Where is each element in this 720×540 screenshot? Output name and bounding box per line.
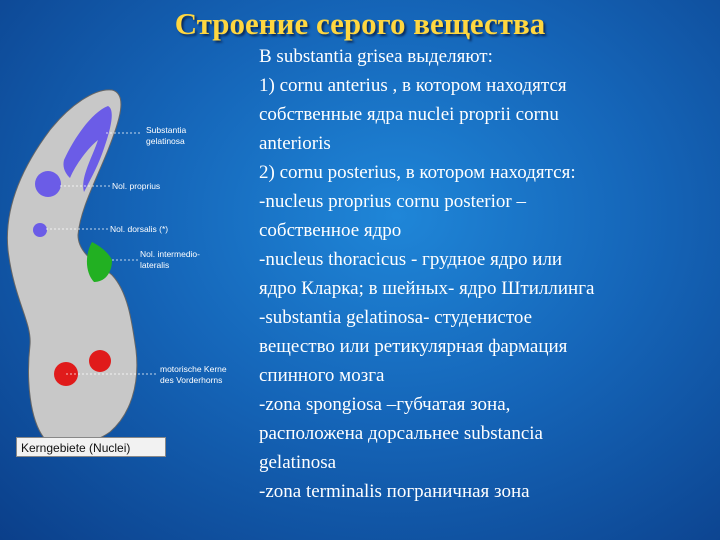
body-line: -substantia gelatinosa- студенистое xyxy=(259,307,533,328)
nucleus-proprius-shape xyxy=(35,171,61,197)
gray-matter-diagram xyxy=(0,60,260,540)
body-line: ядро Кларка; в шейных- ядро Штиллинга xyxy=(259,278,595,299)
label-gelatinosa: gelatinosa xyxy=(146,136,185,146)
label-substantia: Substantia xyxy=(146,125,187,135)
nucleus-dorsalis-shape xyxy=(33,223,47,237)
slide-body xyxy=(259,42,714,506)
body-line: anterioris xyxy=(259,133,331,154)
body-line: 1) cornu anterius , в котором находятся xyxy=(259,75,567,96)
label-motor-1: motorische Kerne xyxy=(160,364,227,374)
slide-title: Строение серого вещества xyxy=(174,6,546,41)
motor-nucleus-1 xyxy=(89,350,111,372)
body-line: собственное ядро xyxy=(259,220,402,241)
body-line: вещество или ретикулярная фармация xyxy=(259,336,568,357)
body-line: -nucleus proprius cornu posterior – xyxy=(259,191,526,212)
body-line: -zona terminalis пограничная зона xyxy=(259,481,530,502)
legend-box: Kerngebiete (Nuclei) xyxy=(16,437,166,457)
label-intermedio: Nol. intermedio- xyxy=(140,249,200,259)
label-lateralis: lateralis xyxy=(140,260,170,270)
body-line: 2) cornu posterius, в котором находятся: xyxy=(259,162,576,183)
body-line: спинного мозга xyxy=(259,365,385,386)
label-motor-2: des Vorderhorns xyxy=(160,375,223,385)
body-line: расположена дорсальнее substancia xyxy=(259,423,543,444)
label-nucleus-proprius: Nol. proprius xyxy=(112,181,161,191)
body-line: В substantia grisea выделяют: xyxy=(259,46,493,67)
gray-matter-shape xyxy=(7,90,136,444)
body-line: -zona spongiosa –губчатая зона, xyxy=(259,394,511,415)
body-line: -nucleus thoracicus - грудное ядро или xyxy=(259,249,563,270)
body-line: собственные ядра nuclei proprii cornu xyxy=(259,104,559,125)
body-line: gelatinosa xyxy=(259,452,337,473)
label-nucleus-dorsalis: Nol. dorsalis (*) xyxy=(110,224,169,234)
